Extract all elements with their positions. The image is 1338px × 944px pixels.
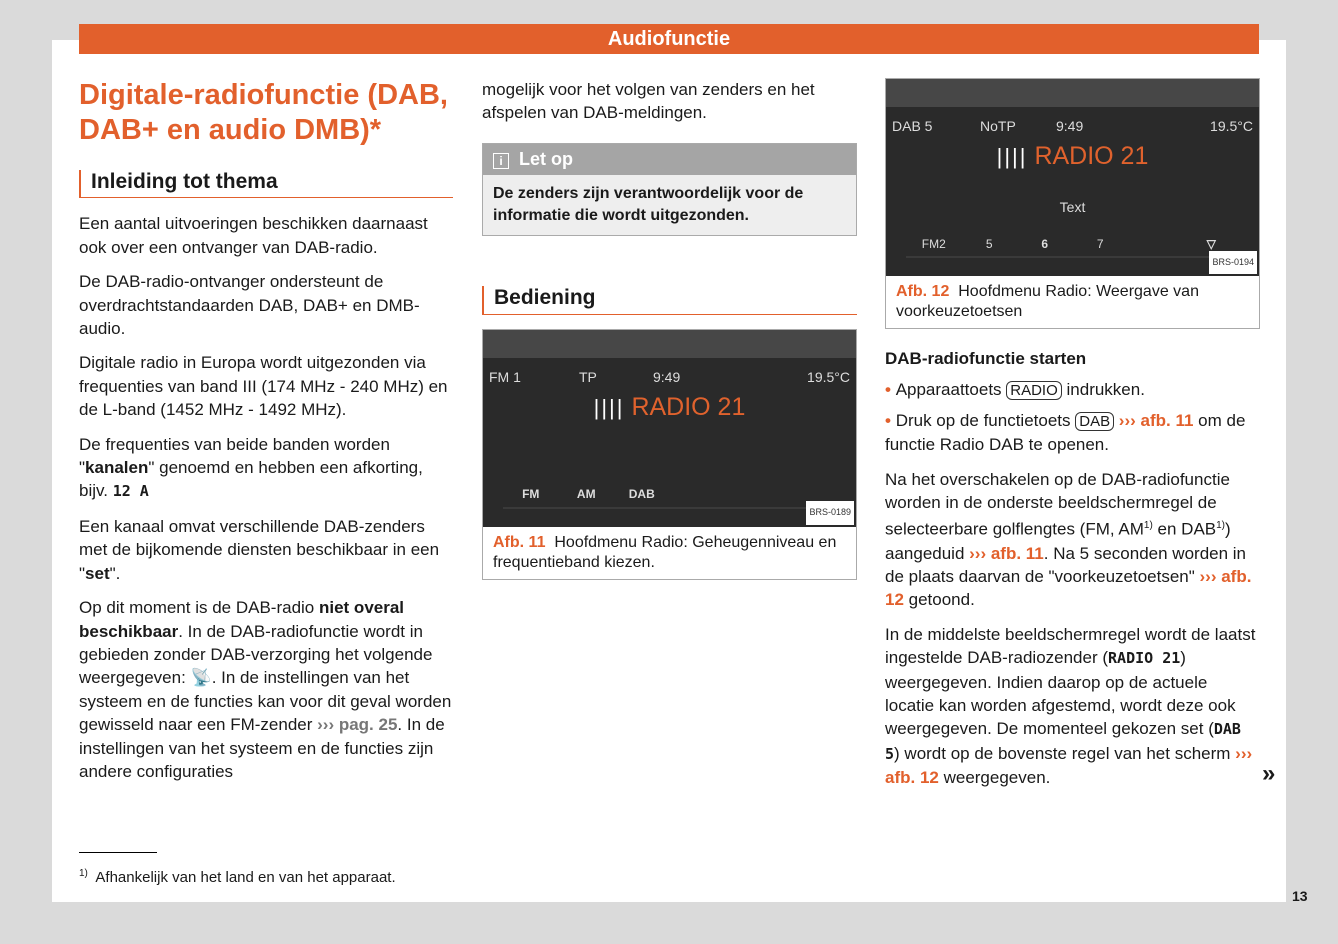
temperature: 19.5°C — [807, 368, 850, 385]
text: . In de DAB-radiofunctie wordt in gebieden zonder DAB-verzorging het volgende weergegeven: — [79, 621, 433, 688]
text: De frequenties van beide banden worden " — [79, 434, 390, 478]
screen-header-bar — [886, 79, 1259, 107]
station-code: RADIO 21 — [1108, 649, 1181, 668]
text: ) aangeduid — [885, 520, 1231, 563]
softkey[interactable] — [1128, 233, 1184, 258]
text: " genoemd en hebben een afkorting, bijv. — [79, 458, 423, 501]
text: getoond. — [903, 590, 975, 610]
figure-code: BRS-0194 — [1209, 251, 1257, 274]
preset-5[interactable]: 5 — [962, 233, 1018, 258]
text: en DAB — [1152, 520, 1217, 540]
text: In de middelste beeldschermregel wordt de laatst ingestelde DAB-radiozender ( — [885, 624, 1256, 668]
figure-link[interactable]: ››› afb. 11 — [1114, 410, 1194, 430]
bold-text: kanalen — [85, 458, 149, 478]
footnote-mark: 1) — [79, 868, 88, 879]
section-heading: Inleiding tot thema — [79, 170, 453, 198]
status-bar — [892, 115, 1253, 138]
paragraph — [79, 515, 453, 585]
softkey-am[interactable]: AM — [559, 483, 615, 508]
softkey-row — [503, 483, 836, 508]
text: Een kanaal omvat verschillende DAB-zenders met de bijkomende diensten beschikbaar in een " — [79, 516, 440, 583]
screen-header-bar — [483, 330, 856, 358]
page-title: Digitale-radiofunctie (DAB, DAB+ en audio DMB)* — [79, 79, 448, 146]
key-dab: DAB — [1075, 412, 1114, 431]
station-row — [483, 392, 856, 421]
bullet-item — [885, 378, 1260, 402]
radio-text: Text — [1059, 199, 1086, 215]
note-box — [482, 143, 857, 236]
softkey-fm[interactable]: FM — [503, 483, 559, 508]
more-down-icon[interactable]: ▽ — [1184, 233, 1240, 258]
softkey[interactable] — [725, 483, 781, 508]
section-heading: Bediening — [482, 286, 857, 314]
figure-ref: Afb. 11 — [493, 533, 546, 551]
page-link[interactable]: ››› pag. 25 — [317, 715, 398, 735]
band-label: FM 1 — [489, 368, 521, 385]
bullet-icon: • — [885, 380, 896, 400]
text: ) wordt op de bovenste regel van het scherm — [894, 743, 1236, 763]
paragraph: De DAB-radio-ontvanger ondersteunt de overdrachtstandaarden DAB, DAB+ en DMB-audio. — [79, 272, 420, 339]
subheading: DAB-radiofunctie starten — [885, 349, 1087, 368]
paragraph — [885, 468, 1260, 612]
bold-text: niet overal beschikbaar — [79, 598, 405, 641]
station-name: RADIO 21 — [631, 392, 746, 421]
bullet-item — [885, 409, 1260, 457]
footnote-divider — [79, 852, 157, 853]
note-header — [483, 144, 856, 175]
footnote — [79, 868, 396, 886]
radio-screen — [886, 79, 1259, 276]
temperature: 19.5°C — [1210, 118, 1253, 134]
channel-code: 12 A — [112, 482, 149, 501]
tp-label: NoTP — [980, 118, 1016, 134]
figure-link[interactable]: ››› afb. 12 — [885, 566, 1252, 610]
info-icon: i — [493, 153, 509, 169]
figure-11 — [482, 329, 857, 580]
station-name: RADIO 21 — [1034, 142, 1149, 170]
bullet-icon: • — [885, 410, 896, 430]
text: ) weergegeven. Indien daarop op de actuele locatie kan worden afgestemd, wordt deze ook weergegeven. De momenteel gekozen set ( — [885, 648, 1236, 739]
note-title: Let op — [519, 148, 573, 169]
figure-caption — [483, 527, 856, 579]
caption-text: Hoofdmenu Radio: Geheugenniveau en frequentieband kiezen. — [493, 533, 837, 571]
paragraph — [79, 433, 453, 504]
signal-bars-icon: |||| — [996, 144, 1028, 169]
key-radio: RADIO — [1006, 381, 1062, 400]
text: . In de instellingen van het systeem en de functies kan voor dit geval worden gewisseld naar een FM-zender — [79, 668, 452, 735]
figure-12 — [885, 78, 1260, 329]
figure-caption — [886, 276, 1259, 328]
caption-text: Hoofdmenu Radio: Weergave van voorkeuzetoetsen — [896, 283, 1199, 320]
clock: 9:49 — [653, 368, 681, 385]
figure-link[interactable]: ››› afb. 11 — [969, 543, 1044, 563]
softkey[interactable] — [670, 483, 726, 508]
paragraph: Een aantal uitvoeringen beschikken daarnaast ook over een ontvanger van DAB-radio. — [79, 214, 428, 257]
softkey-dab[interactable]: DAB — [614, 483, 670, 508]
column-1 — [79, 78, 453, 794]
column-3 — [885, 78, 1260, 801]
softkey-fm2[interactable]: FM2 — [906, 233, 962, 258]
text: om de functie Radio DAB te openen. — [885, 410, 1246, 455]
text: indrukken. — [1061, 380, 1145, 400]
figure-code: BRS-0189 — [806, 501, 854, 524]
tp-label: TP — [579, 368, 597, 385]
set-code: DAB 5 — [885, 720, 1241, 763]
footnote-ref: 1) — [1143, 520, 1153, 532]
paragraph — [885, 623, 1260, 790]
footnote-ref: 1) — [1216, 520, 1226, 532]
signal-bars-icon: |||| — [593, 394, 625, 420]
continue-arrow-icon: » — [1262, 760, 1276, 787]
text: Druk op de functietoets — [895, 410, 1076, 430]
bold-text: set — [85, 563, 110, 583]
page-number: 13 — [1292, 888, 1308, 904]
softkey-row — [906, 233, 1239, 258]
paragraph: Digitale radio in Europa wordt uitgezonden via frequenties van band III (174 MHz - 240 MHz) en de L-band (1452 MHz - 1492 MHz). — [79, 353, 448, 420]
footnote-text: Afhankelijk van het land en van het apparaat. — [95, 869, 396, 886]
figure-link[interactable]: ››› afb. 12 — [885, 743, 1253, 788]
preset-6[interactable]: 6 — [1017, 233, 1073, 258]
preset-7[interactable]: 7 — [1073, 233, 1129, 258]
text: Na het overschakelen op de DAB-radiofunctie worden in de onderste beeldschermregel de selecteerbare golflengtes (FM, AM — [885, 469, 1230, 540]
text: weergegeven. — [938, 768, 1051, 788]
clock: 9:49 — [1056, 118, 1084, 134]
set-label: DAB 5 — [892, 118, 933, 134]
text: . Na 5 seconden worden in de plaats daarvan de "voorkeuzetoetsen" — [885, 543, 1247, 586]
no-signal-antenna-icon: 📡 — [190, 668, 212, 688]
column-2 — [482, 78, 857, 580]
radio-screen — [483, 330, 856, 527]
paragraph: mogelijk voor het volgen van zenders en het afspelen van DAB-meldingen. — [482, 80, 815, 123]
text: Apparaattoets — [895, 380, 1007, 400]
paragraph — [79, 596, 453, 783]
figure-ref: Afb. 12 — [896, 283, 950, 300]
text: Op dit moment is de DAB-radio — [79, 598, 319, 618]
text: ". — [109, 563, 121, 583]
status-bar — [489, 366, 850, 389]
station-row — [886, 142, 1259, 170]
section-banner: Audiofunctie — [79, 24, 1259, 54]
text: . In de instellingen van het systeem en de functies zijn andere configuraties — [79, 715, 445, 781]
note-body: De zenders zijn verantwoordelijk voor de informatie die wordt uitgezonden. — [483, 175, 856, 235]
